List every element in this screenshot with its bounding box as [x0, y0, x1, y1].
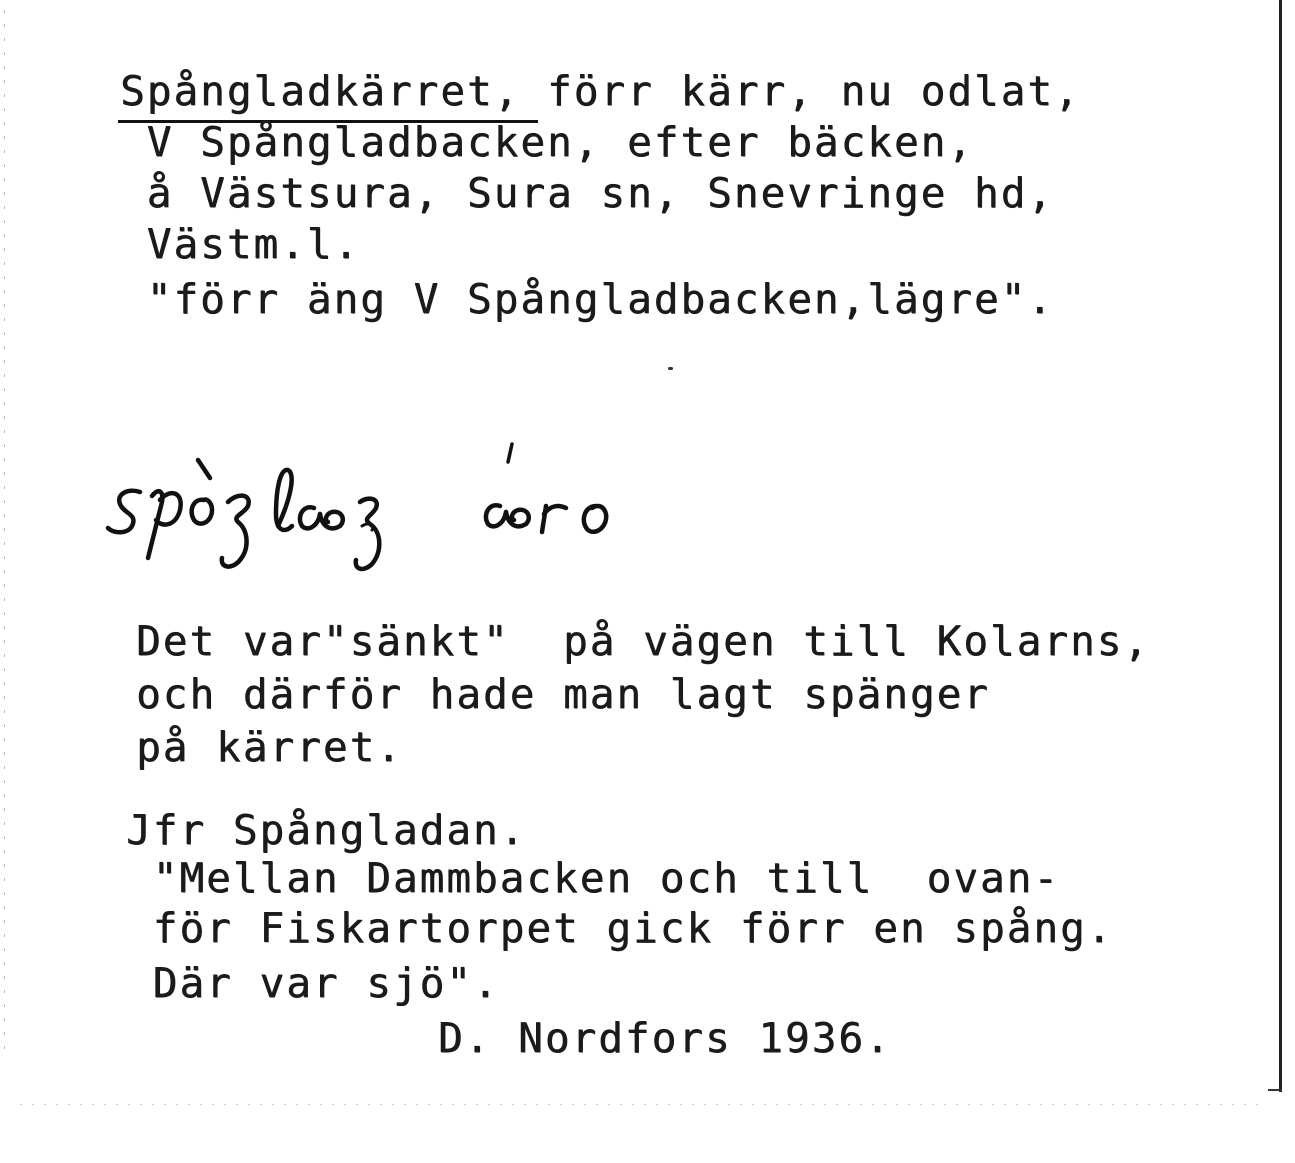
reference-line-2: "Mellan Dammbacken och till ovan-	[126, 854, 1060, 902]
card-left-edge	[4, 10, 5, 1050]
note-line-3: på kärret.	[136, 723, 403, 771]
entry-line-2: V Spångladbacken, efter bäcken,	[120, 118, 974, 166]
card-bottom-edge	[20, 1104, 1260, 1105]
handwritten-pronunciation	[100, 430, 640, 590]
signature-line: D. Nordfors 1936.	[438, 1014, 892, 1062]
reference-line-1: Jfr Spångladan.	[126, 806, 527, 854]
card-right-edge	[1279, 0, 1282, 1092]
entry-line-3: å Västsura, Sura sn, Snevringe hd,	[120, 169, 1054, 217]
ink-speck	[668, 367, 673, 370]
reference-line-3: för Fiskartorpet gick förr en spång.	[126, 904, 1114, 952]
note-line-1: Det var"sänkt" på vägen till Kolarns,	[136, 617, 1150, 665]
reference-line-4: Där var sjö".	[126, 959, 500, 1007]
entry-headword-line: Spångladkärret, förr kärr, nu odlat,	[120, 67, 1081, 115]
entry-quote-line: "förr äng V Spångladbacken,lägre".	[120, 275, 1054, 323]
entry-line-4: Västm.l.	[120, 220, 361, 268]
note-line-2: och därför hade man lagt spänger	[136, 670, 990, 718]
card-corner-mark	[1268, 1089, 1282, 1091]
